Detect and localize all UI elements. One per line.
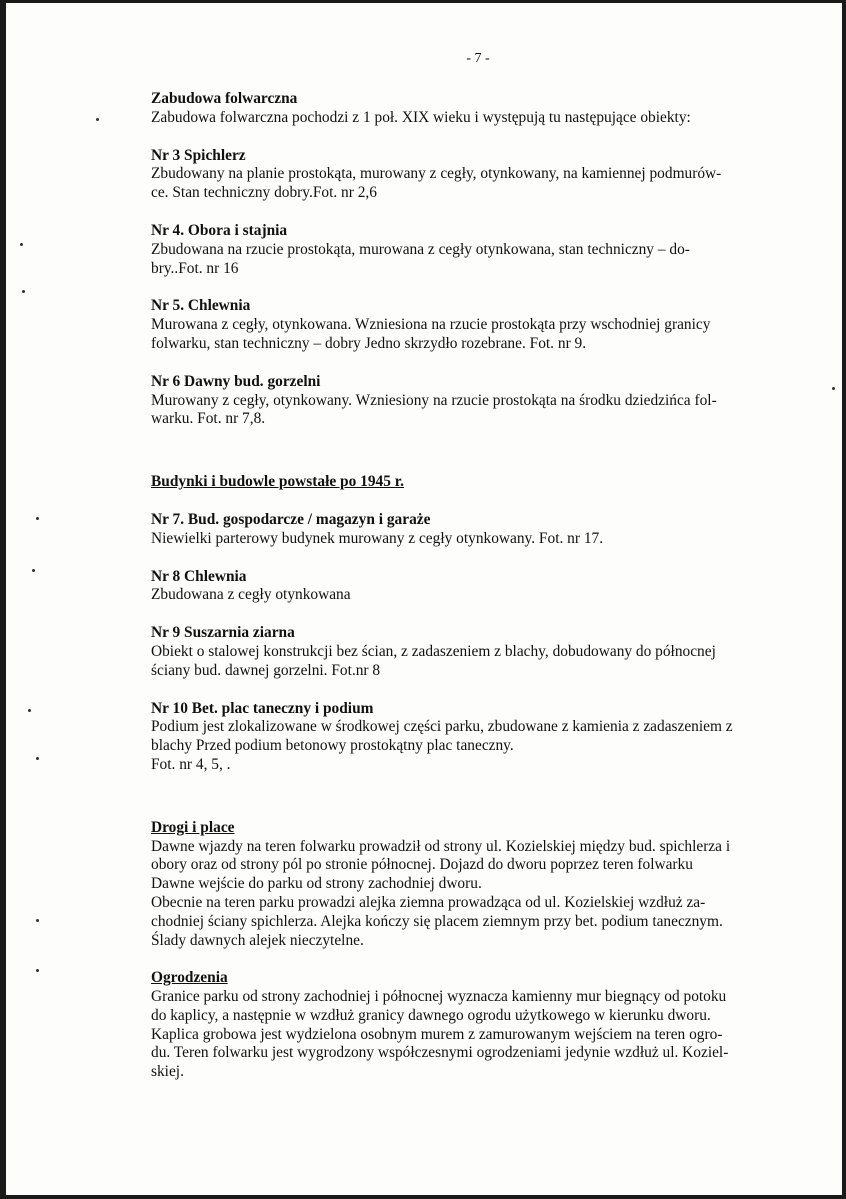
paragraph-line: Kaplica grobowa jest wydzielona osobnym murem z zamurowanym wejściem na teren ogro- [151, 1025, 723, 1043]
paragraph-line: Dawne wjazdy na teren folwarku prowadził od strony ul. Kozielskiej między bud. spichlerza i [151, 837, 731, 855]
scan-speck [28, 709, 31, 712]
section-nr3 [151, 147, 806, 203]
paragraph-line: bry..Fot. nr 16 [151, 259, 239, 277]
scan-speck [96, 118, 99, 121]
paragraph-line: skiej. [151, 1063, 184, 1081]
paragraph-line: Podium jest zlokalizowane w środkowej części parku, zbudowane z kamienia z zadaszeniem z [151, 718, 733, 736]
document-page [6, 3, 842, 1195]
paragraph-line: ce. Stan techniczny dobry.Fot. nr 2,6 [151, 184, 377, 202]
section-title: Budynki i budowle powstałe po 1945 r. [151, 473, 405, 491]
scan-speck [832, 387, 835, 390]
paragraph-line: Murowana z cegły, otynkowana. Wzniesiona na rzucie prostokąta przy wschodniej granicy [151, 316, 711, 334]
scan-speck [20, 243, 23, 246]
paragraph-line: Ślady dawnych alejek nieczytelne. [151, 931, 364, 949]
paragraph-line: obory oraz od strony pól po stronie północnej. Dojazd do dworu poprzez teren folwarku [151, 856, 693, 874]
section-nr10 [151, 700, 806, 775]
section-title: Drogi i place [151, 818, 235, 836]
scan-speck [36, 919, 39, 922]
section-ogrodzenia [151, 969, 806, 1082]
paragraph-line: chodniej ściany spichlerza. Alejka kończy się placem ziemnym przy bet. podium tanecznym. [151, 912, 723, 930]
paragraph-line: ściany bud. dawnej gorzelni. Fot.nr 8 [151, 661, 381, 679]
scan-speck [22, 290, 25, 293]
section-nr9 [151, 624, 806, 680]
paragraph-line: Obiekt o stalowej konstrukcji bez ścian, z zadaszeniem z blachy, dobudowany do północnej [151, 642, 716, 660]
section-title: Nr 10 Bet. plac taneczny i podium [151, 699, 374, 717]
section-title: Nr 7. Bud. gospodarcze / magazyn i garaże [151, 510, 431, 528]
section-title: Nr 5. Chlewnia [151, 297, 251, 315]
section-title: Nr 8 Chlewnia [151, 567, 247, 585]
paragraph-line: Zbudowany na planie prostokąta, murowany z cegły, otynkowany, na kamiennej podmurów- [151, 165, 722, 183]
section-nr6 [151, 373, 806, 429]
paragraph-line: Zbudowana na rzucie prostokąta, murowana z cegły otynkowana, stan techniczny – do- [151, 240, 690, 258]
page-number: - 7 - [466, 51, 490, 66]
section-title: Nr 9 Suszarnia ziarna [151, 624, 295, 642]
section-drogi [151, 819, 806, 951]
paragraph-line: Murowany z cegły, otynkowany. Wzniesiony na rzucie prostokąta na środku dziedzińca fol- [151, 391, 717, 409]
scan-speck [36, 969, 39, 972]
section-title: Nr 4. Obora i stajnia [151, 221, 288, 239]
paragraph-line: Zabudowa folwarczna pochodzi z 1 poł. XIX wieku i występują tu następujące obiekty: [151, 108, 691, 126]
section-title: Zabudowa folwarczna [151, 90, 298, 107]
section-title: Ogrodzenia [151, 969, 228, 987]
section-folwark [151, 90, 806, 128]
section-post1945 [151, 473, 806, 492]
paragraph-line: Dawne wejście do parku od strony zachodniej dworu. [151, 875, 482, 893]
paragraph-line: Zbudowana z cegły otynkowana [151, 586, 351, 604]
paragraph-line: du. Teren folwarku jest wygrodzony współczesnymi ogrodzeniami jedynie wzdłuż ul. Koziel- [151, 1044, 729, 1062]
section-nr5 [151, 297, 806, 353]
paragraph-line: Fot. nr 4, 5, . [151, 755, 231, 773]
paragraph-line: blachy Przed podium betonowy prostokątny plac taneczny. [151, 737, 514, 755]
scan-speck [36, 517, 39, 520]
section-title: Nr 6 Dawny bud. gorzelni [151, 372, 321, 390]
paragraph-line: Granice parku od strony zachodniej i północnej wyznacza kamienny mur biegnący od potoku [151, 988, 727, 1006]
paragraph-line: do kaplicy, a następnie w wzdłuż granicy dawnego ogrodu użytkowego w kierunku dworu. [151, 1006, 711, 1024]
section-nr8 [151, 568, 806, 606]
section-nr7 [151, 511, 806, 549]
paragraph-line: folwarku, stan techniczny – dobry Jedno skrzydło rozebrane. Fot. nr 9. [151, 334, 587, 352]
paragraph-line: Obecnie na teren parku prowadzi alejka ziemna prowadząca od ul. Kozielskiej wzdłuż za- [151, 893, 706, 911]
scan-speck [32, 569, 35, 572]
document-body [151, 90, 806, 1082]
paragraph-line: warku. Fot. nr 7,8. [151, 410, 266, 428]
section-title: Nr 3 Spichlerz [151, 146, 246, 164]
scan-speck [36, 757, 39, 760]
section-nr4 [151, 222, 806, 278]
paragraph-line: Niewielki parterowy budynek murowany z cegły otynkowany. Fot. nr 17. [151, 529, 604, 547]
